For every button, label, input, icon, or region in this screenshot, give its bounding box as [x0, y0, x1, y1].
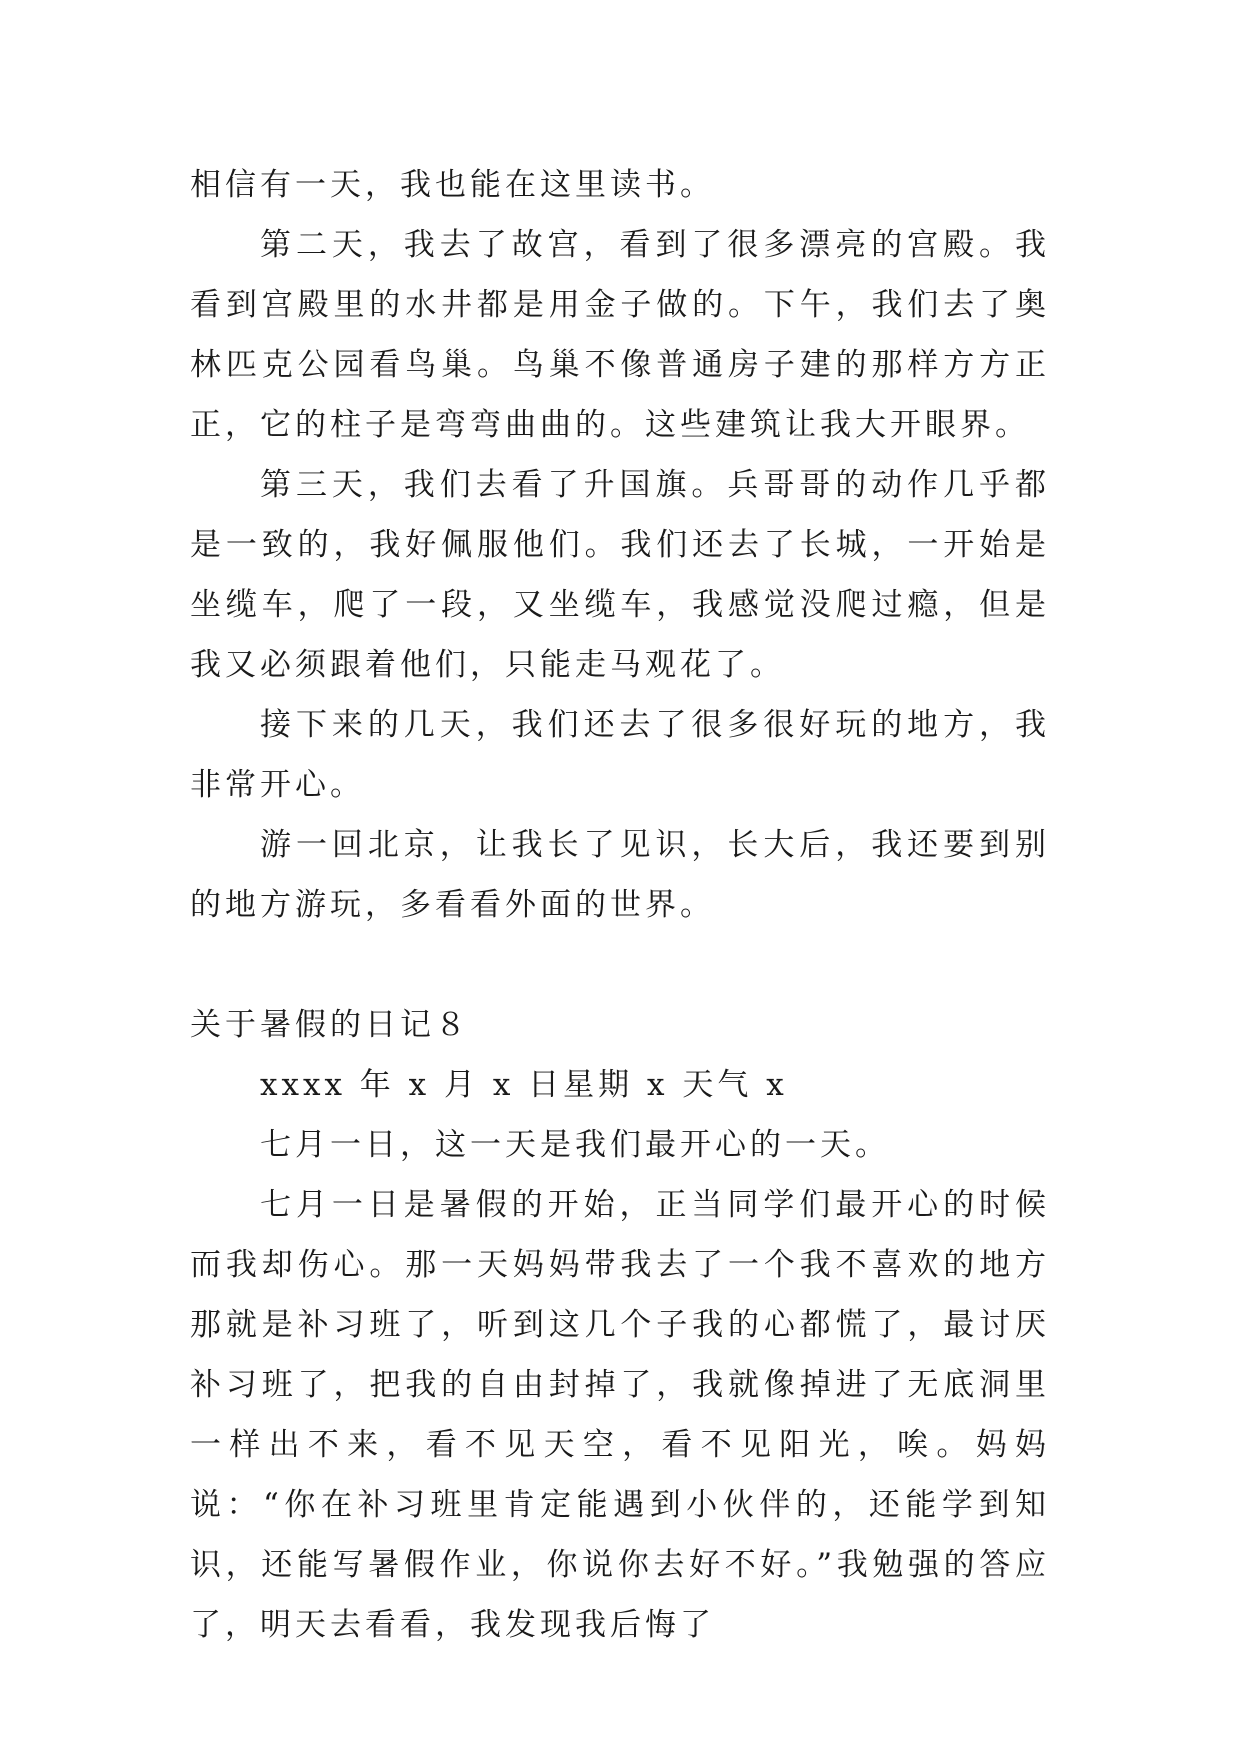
- paragraph-continuation: 相信有一天，我也能在这里读书。: [190, 167, 715, 203]
- paragraph-following-days: 接下来的几天，我们还去了很多很好玩的地方，我非常开心。: [190, 707, 1050, 803]
- paragraph-opening: 七月一日，这一天是我们最开心的一天。: [260, 1127, 890, 1163]
- section-spacer: [190, 935, 1050, 995]
- paragraph-day-three: 第三天，我们去看了升国旗。兵哥哥的动作几乎都是一致的，我好佩服他们。我们还去了长城，一开始是坐缆车，爬了一段，又坐缆车，我感觉没爬过瘾，但是我又必须跟着他们，只能走马观花了。: [190, 467, 1050, 683]
- section-title: 关于暑假的日记８: [190, 1007, 470, 1043]
- document-body: [190, 155, 1050, 1655]
- diary-date-line: xxxx 年 x 月 x 日星期 x 天气 x: [260, 1067, 788, 1103]
- paragraph-day-two: 第二天，我去了故宫，看到了很多漂亮的宫殿。我看到宫殿里的水井都是用金子做的。下午，我们去了奥林匹克公园看鸟巢。鸟巢不像普通房子建的那样方方正正，它的柱子是弯弯曲曲的。这些建筑让我大开眼界。: [190, 227, 1050, 443]
- paragraph-conclusion: 游一回北京，让我长了见识，长大后，我还要到别的地方游玩，多看看外面的世界。: [190, 827, 1050, 923]
- paragraph-body: 七月一日是暑假的开始，正当同学们最开心的时候而我却伤心。那一天妈妈带我去了一个我不喜欢的地方那就是补习班了，听到这几个子我的心都慌了，最讨厌补习班了，把我的自由封掉了，我就像掉进了无底洞里一样出不来，看不见天空，看不见阳光，唉。妈妈说：“你在补习班里肯定能遇到小伙伴的，还能学到知识，还能写暑假作业，你说你去好不好。”我勉强的答应了，明天去看看，我发现我后悔了: [190, 1187, 1050, 1643]
